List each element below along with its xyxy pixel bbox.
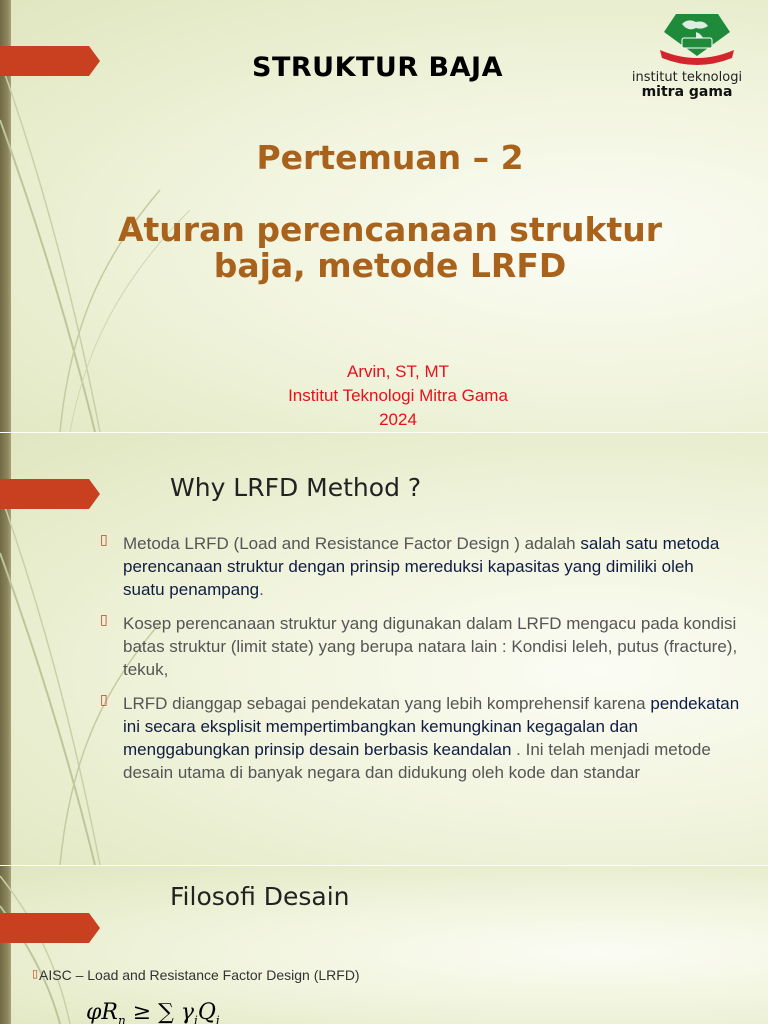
- bullet-text-end: .: [259, 580, 264, 599]
- formula-lhs-sub: n: [117, 1013, 126, 1024]
- title-arrow-tab: [0, 913, 100, 943]
- logo-text-line2: mitra gama: [641, 84, 733, 100]
- formula-gamma: γ: [180, 1000, 194, 1024]
- title-arrow-tab: [0, 479, 100, 509]
- logo-text-line1: institut teknologi: [631, 70, 743, 85]
- slide-filosofi-desain: [0, 866, 768, 1024]
- course-title: STRUKTUR BAJA: [252, 52, 503, 83]
- list-item: [32, 967, 362, 984]
- formula-q: Q: [197, 1000, 216, 1024]
- slide-heading: Filosofi Desain: [170, 882, 350, 911]
- author-block: [198, 360, 598, 432]
- bullet-list: [100, 532, 740, 795]
- lecture-year: 2024: [379, 410, 417, 429]
- bullet-emphasis: salah satu metoda perencanaan struktur dengan prinsip mereduksi kapasitas yang dimiliki oleh suatu penampang: [123, 534, 720, 599]
- bullet-icon: ▯: [100, 612, 108, 628]
- bullet-icon: ▯: [100, 692, 108, 708]
- formula-operator: ≥ ∑: [125, 1000, 181, 1024]
- bullet-text: Metoda LRFD (Load and Resistance Factor Design ) adalah: [123, 534, 581, 553]
- slide-title: [0, 0, 768, 432]
- globe-emblem-icon: [652, 10, 742, 70]
- bullet-text: Kosep perencanaan struktur yang digunakan dalam LRFD mengacu pada kondisi batas struktur (limit state) yang berupa natara lain : Kondisi leleh, putus (fracture), tekuk,: [123, 614, 738, 679]
- bullet-emphasis: pendekatan ini secara eksplisit mempertimbangkan kemungkinan kegagalan dan menggabungkan prinsip desain berbasis keandalan: [123, 694, 740, 759]
- author-name: Arvin, ST, MT: [346, 362, 449, 381]
- author-institution: Institut Teknologi Mitra Gama: [288, 386, 508, 405]
- list-item: [100, 532, 740, 601]
- lrfd-formula: [86, 1000, 220, 1024]
- title-arrow-tab: [0, 46, 100, 76]
- list-item: [100, 612, 740, 681]
- formula-gamma-sub: i: [193, 1013, 198, 1024]
- slide-heading: Why LRFD Method ?: [170, 473, 422, 502]
- bullet-icon: ▯: [32, 967, 39, 980]
- list-item: [100, 692, 740, 784]
- side-strip: [0, 866, 11, 1024]
- itmg-logo: [612, 10, 762, 100]
- bullet-text: LRFD dianggap sebagai pendekatan yang lebih komprehensif karena: [123, 694, 651, 713]
- bullet-icon: ▯: [100, 532, 108, 548]
- bullet-text: AISC – Load and Resistance Factor Design (LRFD): [39, 967, 360, 983]
- formula-q-sub: i: [215, 1013, 220, 1024]
- lecture-topic: Aturan perencanaan struktur baja, metode LRFD: [117, 210, 662, 285]
- formula-lhs: φR: [86, 1000, 118, 1024]
- meeting-number: Pertemuan – 2: [256, 138, 524, 177]
- slide-why-lrfd: [0, 433, 768, 865]
- bullet-text-end: . Ini telah menjadi metode desain utama di banyak negara dan didukung oleh kode dan standar: [123, 740, 711, 782]
